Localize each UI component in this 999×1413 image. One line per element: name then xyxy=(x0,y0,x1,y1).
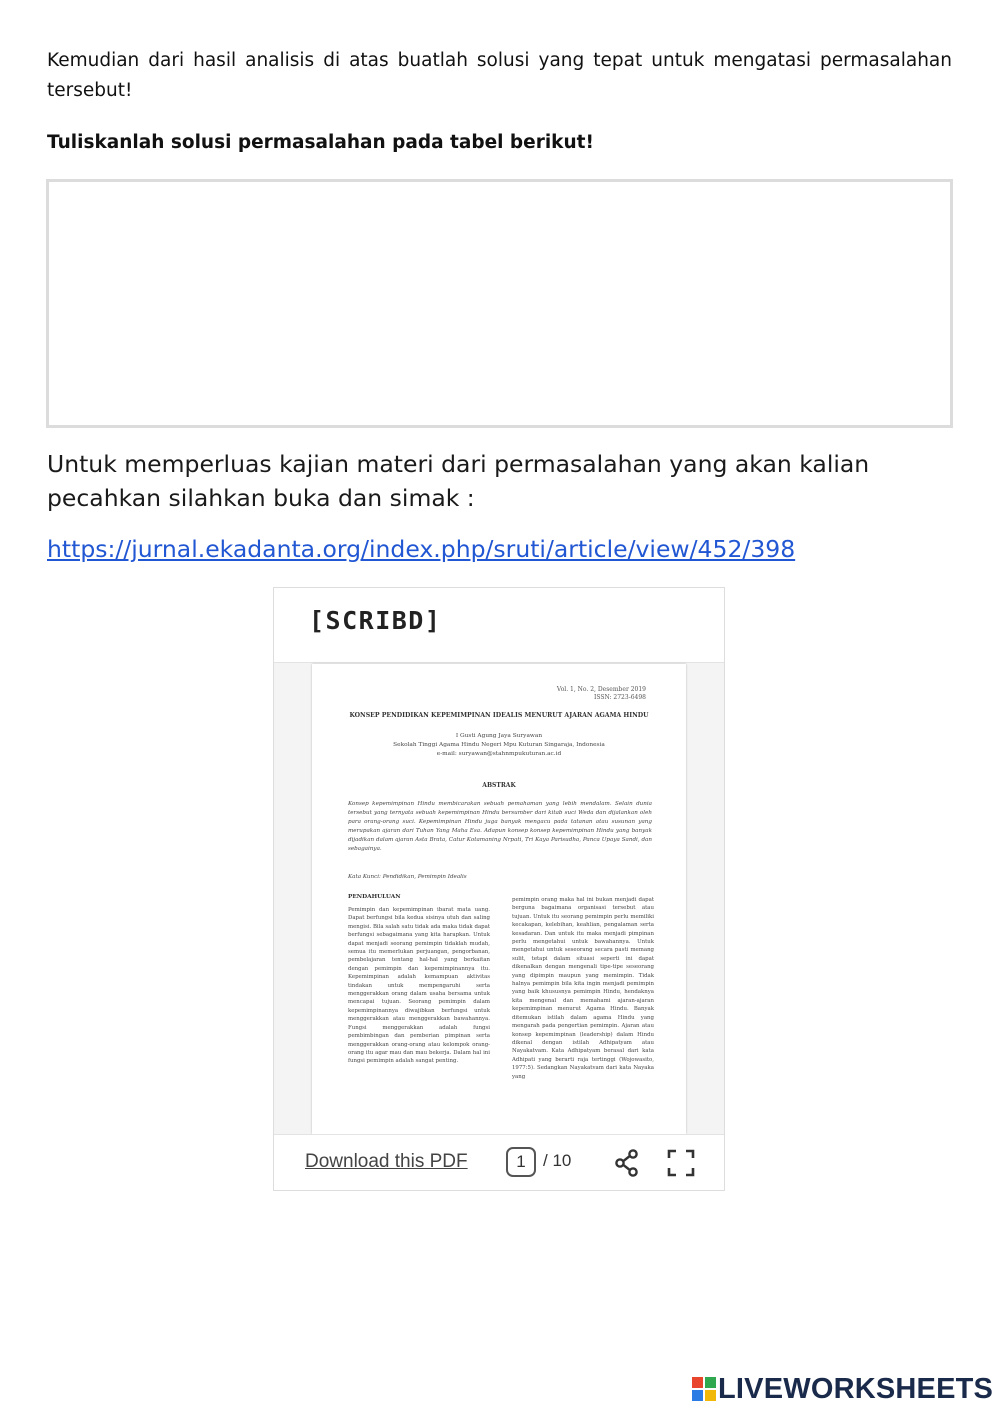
page-number-input[interactable]: 1 xyxy=(506,1147,536,1177)
pdf-abstract: Konsep kepemimpinan Hindu membicarakan sebuah pemahaman yang lebih mendalam. Selain dunia tersebut yang ternyata sebuah kepemimpinan Hindu bersumber dari kitab suci Weda dan dijalankan oleh para orang-orang suci. Kepemimpinan Hindu juga banyak mengacu pada tatanan atau susunan yang merupakan ajaran dari Tuhan Yang Maha Esa. Adapun konsep konsep kepemimpinan Hindu yang banyak dijadikan dalam ajaran Asta Brata, Catur Kotamaning Nrpati, Tri Kaya Parisudha, Panca Upaya Sandi, dan sebagainya. xyxy=(348,801,652,852)
pdf-meta xyxy=(557,686,646,702)
pdf-page-preview[interactable] xyxy=(312,664,686,1134)
pdf-volume: Vol. 1, No. 2, Desember 2019 xyxy=(556,686,646,693)
pdf-column-right: pemimpin orang maka hal ini bukan menjadi dapat berguna bagaimana organisasi tersebut atau tujuan. Untuk itu seorang pemimpin perlu memiliki kecakapan, kelebihan, keahlian, pengalaman serta kesadaran. Dan untuk itu maka menjadi pimpinan perlu mengetahui untuk bawahannya. Untuk mengetahui untuk seseorang secara pasti memang sulit, tetapi dalam situasi seperti ini dapat dikenalkan dengan mengenali tipe-tipe seseorang yang dipimpin maupun yang memimpin. Tidak halnya pemimpin bila kita ingin menjadi pemimpin yang baik khususnya pemimpin Hindu, hendaknya kita mengenal dan memahami ajaran-ajaran kepemimpinan menurut Agama Hindu. Banyak ditemukan istilah dalam agama Hindu yang mengarah pada pengertian pemimpin. Ajaran atau konsep kepemimpinan (leadership) dalam Hindu dikenal dengan istilah Adhipatyam atau Nayakatvam. Kata Adhipatyam berasal dari kata Adhipati yang berarti raja tertinggi (Wojowasito, 1977:5). Sedangkan Nayakatvam dari kata Nayaka yang xyxy=(512,897,654,1080)
fullscreen-icon[interactable] xyxy=(667,1149,695,1177)
viewer-toolbar xyxy=(274,1134,724,1191)
download-pdf-button[interactable]: Download this PDF xyxy=(305,1151,468,1172)
scribd-embed-viewer[interactable] xyxy=(273,587,725,1191)
pdf-issn: ISSN: 2723-6498 xyxy=(593,694,646,701)
reference-subheading: Untuk memperluas kajian materi dari permasalahan yang akan kalian pecahkan silahkan buka dan simak : xyxy=(47,450,870,512)
pdf-column-left: Pemimpin dan kepemimpinan ibarat mata uang. Dapat berfungsi bila kedua sisinya utuh dan saling mengisi. Bila salah satu tidak ada maka tidak dapat berfungsi sebagaimana yang kita harapkan. Untuk dapat menjadi seorang pemimpin tidaklah mudah, semua itu memerlukan perjuangan, pengorbanan, pembelajaran tentang hal-hal yang berkaitan dengan pemimpin dan kepemimpinannya itu. Kepemimpinan adalah kemampuan aktivitas tindakan untuk mempengaruhi serta menggerakkan orang dalam usaha bersama untuk mencapai tujuan. Seorang pemimpin dalam kepemimpinannya diwajibkan berfungsi untuk menggerakkan atau menggerakkan bawahannya. Fungsi menggerakkan adalah fungsi pembimbingan dan pemberian pimpinan serta menggerakkan orang-orang atau kelompok orang-orang itu agar mau dan mau bekerja. Dalam hal ini fungsi pemimpin adalah sangat penting. xyxy=(348,907,490,1065)
liveworksheets-mark-icon xyxy=(692,1377,716,1401)
pdf-affiliation: Sekolah Tinggi Agama Hindu Negeri Mpu Kuturan Singaraja, Indonesia xyxy=(393,742,605,748)
instruction-heading: Tuliskanlah solusi permasalahan pada tabel berikut! xyxy=(47,132,594,153)
pdf-section-heading: PENDAHULUAN xyxy=(348,894,401,900)
page-total: / 10 xyxy=(543,1151,572,1170)
intro-paragraph: Kemudian dari hasil analisis di atas buatlah solusi yang tepat untuk mengatasi permasalahan tersebut! xyxy=(47,50,952,101)
journal-link[interactable]: https://jurnal.ekadanta.org/index.php/sruti/article/view/452/398 xyxy=(47,535,796,563)
pdf-keywords: Kata Kunci: Pendidikan, Pemimpin Idealis xyxy=(348,874,467,880)
pdf-author: I Gusti Agung Jaya Suryawan xyxy=(455,733,543,739)
pdf-title: KONSEP PENDIDIKAN KEPEMIMPINAN IDEALIS MENURUT AJARAN AGAMA HINDU xyxy=(349,712,649,719)
scribd-logo[interactable]: [SCRIBD] xyxy=(309,606,442,635)
share-icon[interactable] xyxy=(614,1149,640,1177)
answer-textbox[interactable] xyxy=(46,179,953,428)
viewer-header xyxy=(274,588,724,663)
pdf-abstract-heading: ABSTRAK xyxy=(482,782,516,789)
pdf-author-block xyxy=(312,732,686,759)
pdf-email: e-mail: suryawan@stahnmpukuturan.ac.id xyxy=(436,751,562,757)
liveworksheets-wordmark: LIVEWORKSHEETS xyxy=(718,1373,994,1405)
